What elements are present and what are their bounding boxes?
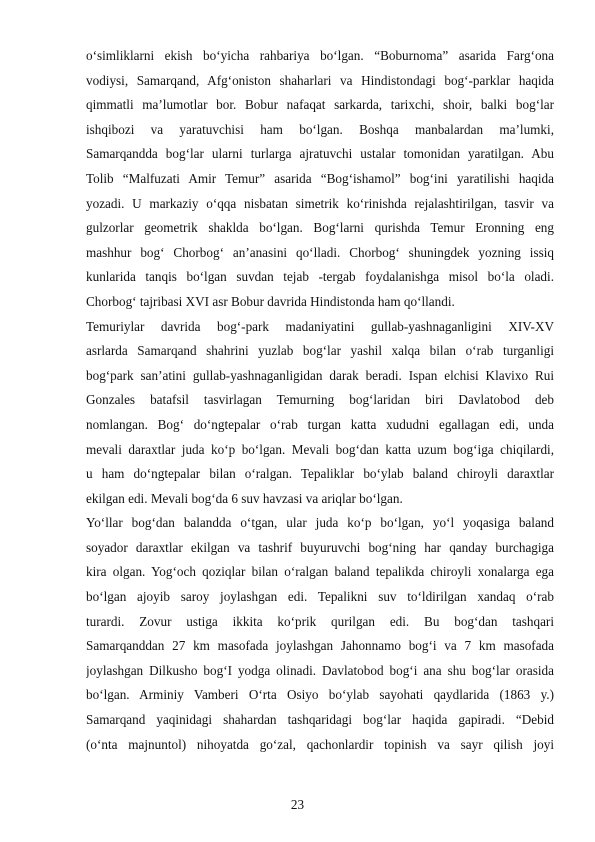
text-line: Samarqand yaqinidagi shahardan tashqaridagi bog‘lar haqida gapiradi. “Debid: [86, 712, 554, 728]
text-line: bo‘lgan. Arminiy Vamberi O‘rta Osiyo bo‘ylab sayohati qaydlarida (1863 y.): [86, 687, 554, 703]
text-line: bo‘lgan ajoyib saroy joylashgan edi. Tepalikni suv to‘ldirilgan xandaq o‘rab: [86, 589, 554, 605]
page-number: 23: [290, 797, 305, 812]
text-line: vodiysi, Samarqand, Afg‘oniston shaharlari va Hindistondagi bog‘-parklar haqida: [86, 72, 554, 88]
text-line: bog‘park san’atini gullab-yashnaganligidan darak beradi. Ispan elchisi Klavixo Rui: [86, 367, 554, 383]
text-line: Gonzales batafsil tasvirlagan Temurning bog‘laridan biri Davlatobod deb: [86, 392, 554, 408]
paragraph-end-line: ekilgan edi. Mevali bog‘da 6 suv havzasi va ariqlar bo‘lgan.: [86, 490, 403, 506]
text-line: Yo‘llar bog‘dan balandda o‘tgan, ular juda ko‘p bo‘lgan, yo‘l yoqasiga baland: [86, 515, 554, 531]
text-line: qimmatli ma’lumotlar bor. Bobur nafaqat sarkarda, tarixchi, shoir, balki bog‘lar: [86, 97, 554, 113]
text-line: turardi. Zovur ustiga ikkita ko‘prik qurilgan edi. Bu bog‘dan tashqari: [86, 613, 554, 629]
text-line: Samarqanddan 27 km masofada joylashgan Jahonnamo bog‘i va 7 km masofada: [86, 638, 554, 654]
text-line: kira olgan. Yog‘och qoziqlar bilan o‘ralgan baland tepalikda chiroyli xonalarga ega: [86, 564, 554, 580]
text-line: Temuriylar davrida bog‘-park madaniyatini gullab-yashnaganligini XIV-XV: [86, 318, 554, 334]
text-line: ishqibozi va yaratuvchisi ham bo‘lgan. Boshqa manbalardan ma’lumki,: [86, 121, 554, 137]
text-line: (o‘nta majnuntol) nihoyatda go‘zal, qachonlardir topinish va sayr qilish joyi: [86, 736, 554, 752]
text-line: Samarqandda bog‘lar ularni turlarga ajratuvchi ustalar tomonidan yaratilgan. Abu: [86, 146, 554, 162]
paragraph-end-line: Chorbog‘ tajribasi XVI asr Bobur davrida Hindistonda ham qo‘llandi.: [86, 293, 455, 309]
text-line: asrlarda Samarqand shahrini yuzlab bog‘lar yashil xalqa bilan o‘rab turganligi: [86, 343, 554, 359]
body-text: [86, 44, 554, 757]
text-line: mashhur bog‘ Chorbog‘ an’anasini qo‘lladi. Chorbog‘ shuningdek yozning issiq: [86, 244, 554, 260]
text-line: nomlangan. Bog‘ do‘ngtepalar o‘rab turgan katta xududni egallagan edi, unda: [86, 416, 554, 432]
text-line: mevali daraxtlar juda ko‘p bo‘lgan. Mevali bog‘dan katta uzum bog‘iga chiqilardi,: [86, 441, 554, 457]
text-line: kunlarida tanqis bo‘lgan suvdan tejab -tergab foydalanishga misol bo‘la oladi.: [86, 269, 554, 285]
text-line: joylashgan Dilkusho bog‘I yodga olinadi. Davlatobod bog‘i ana shu bog‘lar orasida: [86, 662, 554, 678]
text-line: u ham do‘ngtepalar bilan o‘ralgan. Tepaliklar bo‘ylab baland chiroyli daraxtlar: [86, 466, 554, 482]
text-line: o‘simliklarni ekish bo‘yicha rahbariya bo‘lgan. “Boburnoma” asarida Farg‘ona: [86, 48, 554, 63]
text-line: gulzorlar geometrik shaklda bo‘lgan. Bog‘larni qurishda Temur Eronning eng: [86, 220, 554, 236]
text-line: Tolib “Malfuzati Amir Temur” asarida “Bog‘ishamol” bog‘ini yaratilishi haqida: [86, 170, 554, 186]
text-line: soyador daraxtlar ekilgan va tashrif buyuruvchi bog‘ning har qanday burchagiga: [86, 539, 554, 555]
text-line: yozadi. U markaziy o‘qqa nisbatan simetrik ko‘rinishda rejalashtirilgan, tasvir va: [86, 195, 554, 211]
